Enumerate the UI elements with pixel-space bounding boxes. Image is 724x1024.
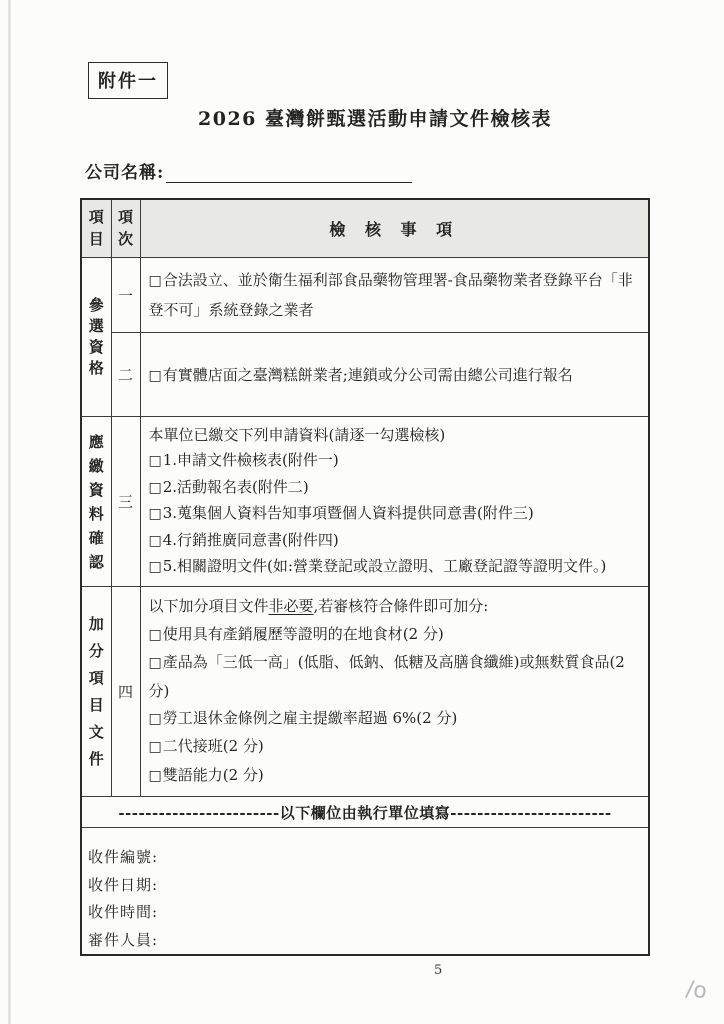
table-row [81, 417, 649, 587]
attachment-label: 附件一 [98, 71, 158, 92]
check-item-text: 有實體店面之臺灣糕餅業者;連鎖或分公司需由總公司進行報名 [162, 366, 573, 384]
table-header-row [81, 199, 649, 258]
check-item-cell [140, 587, 649, 797]
company-name-blank-field[interactable] [166, 166, 412, 183]
list-item: □雙語能力(2 分) [149, 762, 637, 790]
header-check-items-column: 檢 核 事 項 [140, 199, 649, 258]
seq-cell: 四 [111, 587, 140, 797]
office-use-box [81, 828, 649, 956]
list-item: □3.蒐集個人資料告知事項暨個人資料提供同意書(附件三) [149, 501, 637, 527]
table-row [81, 587, 649, 797]
checklist-table [80, 198, 650, 956]
separator-row [81, 797, 649, 828]
list-item: □使用具有產銷履歷等證明的在地食材(2 分) [149, 621, 637, 649]
checkbox-icon[interactable]: □ [148, 767, 162, 784]
checkbox-icon[interactable]: □ [148, 506, 162, 523]
list-item: □1.申請文件檢核表(附件一) [149, 448, 637, 474]
table-row [81, 258, 649, 333]
category-required-documents: 應繳資料確認 [81, 417, 111, 587]
check-item-cell [140, 258, 649, 333]
list-item: □2.活動報名表(附件二) [149, 475, 637, 501]
receipt-number-field: 收件編號: [88, 848, 159, 867]
header-item-column: 項目 [81, 199, 111, 258]
checkbox-icon[interactable]: □ [148, 272, 162, 289]
checkbox-icon[interactable]: □ [148, 559, 162, 576]
header-seq-column: 項次 [111, 199, 140, 258]
checkbox-icon[interactable]: □ [148, 368, 162, 384]
receipt-date-field: 收件日期: [88, 875, 159, 894]
category-eligibility: 參選資格 [81, 258, 111, 417]
checkbox-icon[interactable]: □ [148, 626, 162, 643]
table-row [81, 333, 649, 417]
list-item: □4.行銷推廣同意書(附件四) [149, 528, 637, 554]
seq-cell: 三 [111, 417, 140, 587]
check-item-cell [140, 417, 649, 587]
list-item: □5.相關證明文件(如:營業登記或設立證明、工廠登記證等證明文件。) [149, 554, 637, 580]
company-name-label: 公司名稱: [85, 163, 165, 183]
category-bonus-documents: 加分項目文件 [81, 587, 111, 797]
check-item-cell [140, 333, 649, 417]
list-item: □產品為「三低一高」(低脂、低鈉、低糖及高膳食纖維)或無麩質食品(2 分) [149, 649, 637, 705]
row3-intro: 本單位已繳交下列申請資料(請逐一勾選檢核) [148, 426, 446, 444]
checkbox-icon[interactable]: □ [148, 739, 162, 756]
attachment-label-box [88, 62, 168, 99]
company-name-row [85, 158, 412, 183]
check-item-text: 合法設立、並於衛生福利部食品藥物管理署-食品藥物業者登錄平台「非登不可」系統登錄之業者 [148, 270, 633, 319]
receipt-time-field: 收件時間: [88, 903, 159, 922]
page-title: 2026 臺灣餅甄選活動申請文件檢核表 [198, 108, 552, 130]
checkbox-icon[interactable]: □ [148, 532, 162, 549]
scan-edge-artifact [8, 0, 11, 1024]
checkbox-icon[interactable]: □ [148, 453, 162, 470]
office-use-separator: ------------------------以下欄位由執行單位填寫------------------------ [81, 797, 649, 828]
checkbox-icon[interactable]: □ [148, 711, 162, 728]
row4-intro: 以下加分項目文件非必要,若審核符合條件即可加分: [148, 597, 489, 616]
list-item: □勞工退休金條例之雇主提繳率超過 6%(2 分) [149, 705, 637, 733]
seq-cell: 二 [111, 333, 140, 417]
underlined-text: 非必要 [268, 597, 314, 616]
office-use-row [81, 828, 649, 956]
checkbox-icon[interactable]: □ [148, 479, 162, 496]
seq-cell: 一 [111, 258, 140, 333]
page-number: 5 [434, 963, 443, 978]
handwritten-mark: /o [684, 976, 709, 1005]
list-item: □二代接班(2 分) [149, 733, 637, 761]
reviewer-field: 審件人員: [88, 930, 159, 949]
checkbox-icon[interactable]: □ [148, 655, 162, 672]
